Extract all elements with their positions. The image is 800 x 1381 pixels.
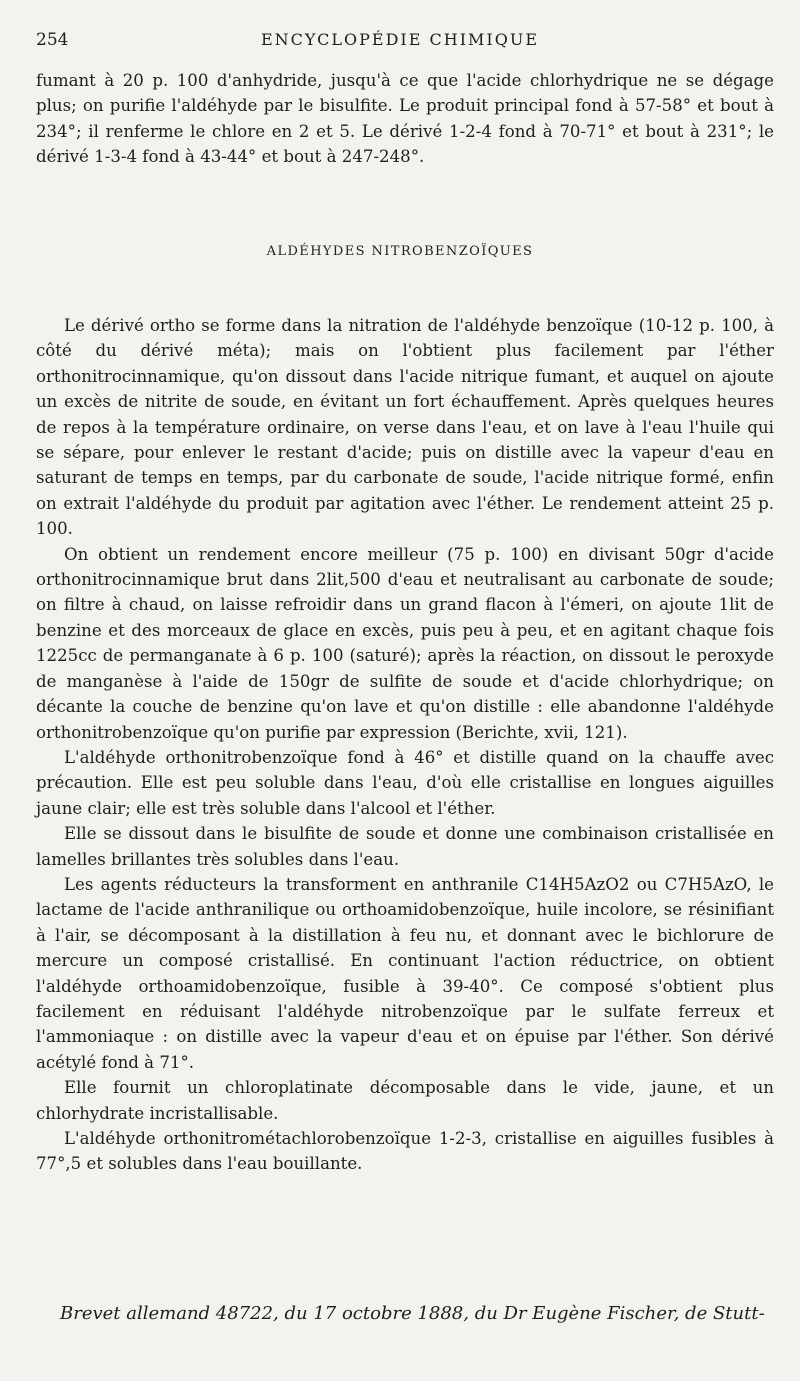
page-header: [36, 30, 764, 56]
paragraph-chloroplatinate: Elle fournit un chloroplatinate décomposable dans le vide, jaune, et un chlorhydrate incristallisable.: [36, 1078, 774, 1123]
intro-paragraph: fumant à 20 p. 100 d'anhydride, jusqu'à ce que l'acide chlorhydrique ne se dégage plus; on purifie l'aldéhyde par le bisulfite. Le produit principal fond à 57-58° et bout à 234°; il renferme le chlore en 2 et 5. Le dérivé 1-2-4 fond à 70-71° et bout à 231°; le dérivé 1-3-4 fond à 43-44° et bout à 247-248°.: [36, 71, 774, 167]
paragraph-properties: L'aldéhyde orthonitrobenzoïque fond à 46° et distille quand on la chauffe avec précaution. Elle est peu soluble dans l'eau, d'où elle cristallise en longues aiguilles jaune clair; elle est très soluble dans l'alcool et l'éther.: [36, 747, 774, 818]
section-title: ALDÉHYDES NITROBENZOÏQUES: [266, 244, 534, 259]
paragraph-improved-yield: On obtient un rendement encore meilleur (75 p. 100) en divisant 50gr d'acide orthonitrocinnamique brut dans 2lit,500 d'eau et neutralisant au carbonate de soude; on filtre à chaud, on laisse refroidir dans un grand flacon à l'émeri, on ajoute 1lit de benzine et des morceaux de glace en excès, puis peu à peu, et en agitant chaque fois 1225cc de permanganate à 6 p. 100 (saturé); après la réaction, on dissout le peroxyde de manganèse à l'aide de 150gr de sulfite de soude et d'acide chlorhydrique; on décante la couche de benzine qu'on lave et qu'on distille : elle abandonne l'aldéhyde orthonitrobenzoïque qu'on purifie par expression (Berichte, xvii, 121).: [36, 544, 774, 742]
running-title: ENCYCLOPÉDIE CHIMIQUE: [260, 30, 540, 49]
paragraph-chloro-derivative: L'aldéhyde orthonitrométachlorobenzoïque 1-2-3, cristallise en aiguilles fusibles à 77°,5 et solubles dans l'eau bouillante.: [36, 1129, 774, 1174]
section-body: [36, 313, 774, 1177]
page-number: 254: [36, 30, 69, 50]
footer-citation: Brevet allemand 48722, du 17 octobre 1888, du Dr Eugène Fischer, de Stutt-: [60, 1303, 765, 1324]
paragraph-ortho-formation: Le dérivé ortho se forme dans la nitration de l'aldéhyde benzoïque (10-12 p. 100, à côté du dérivé méta); mais on l'obtient plus facilement par l'éther orthonitrocinnamique, qu'on dissout dans l'acide nitrique fumant, et auquel on ajoute un excès de nitrite de soude, en évitant un fort échauffement. Après quelques heures de repos à la température ordinaire, on verse dans l'eau, et on lave à l'eau l'huile qui se sépare, pour enlever le restant d'acide; puis on distille avec la vapeur d'eau en saturant de temps en temps, par du carbonate de soude, l'acide nitrique formé, enfin on extrait l'aldéhyde du produit par agitation avec l'éther. Le rendement atteint 25 p. 100.: [36, 316, 774, 539]
paragraph-reduction: Les agents réducteurs la transforment en anthranile C14H5AzO2 ou C7H5AzO, le lactame de l'acide anthranilique ou orthoamidobenzoïque, huile incolore, se résinifiant à l'air, se décomposant à la distillation à feu nu, et donnant avec le bichlorure de mercure un composé cristallisé. En continuant l'action réductrice, on obtient l'aldéhyde orthoamidobenzoïque, fusible à 39-40°. Ce composé s'obtient plus facilement en réduisant l'aldéhyde nitrobenzoïque par le sulfate ferreux et l'ammoniaque : on distille avec la vapeur d'eau et on épuise par l'éther. Son dérivé acétylé fond à 71°.: [36, 874, 774, 1072]
paragraph-bisulfite: Elle se dissout dans le bisulfite de soude et donne une combinaison cristallisée en lamelles brillantes très solubles dans l'eau.: [36, 824, 774, 869]
